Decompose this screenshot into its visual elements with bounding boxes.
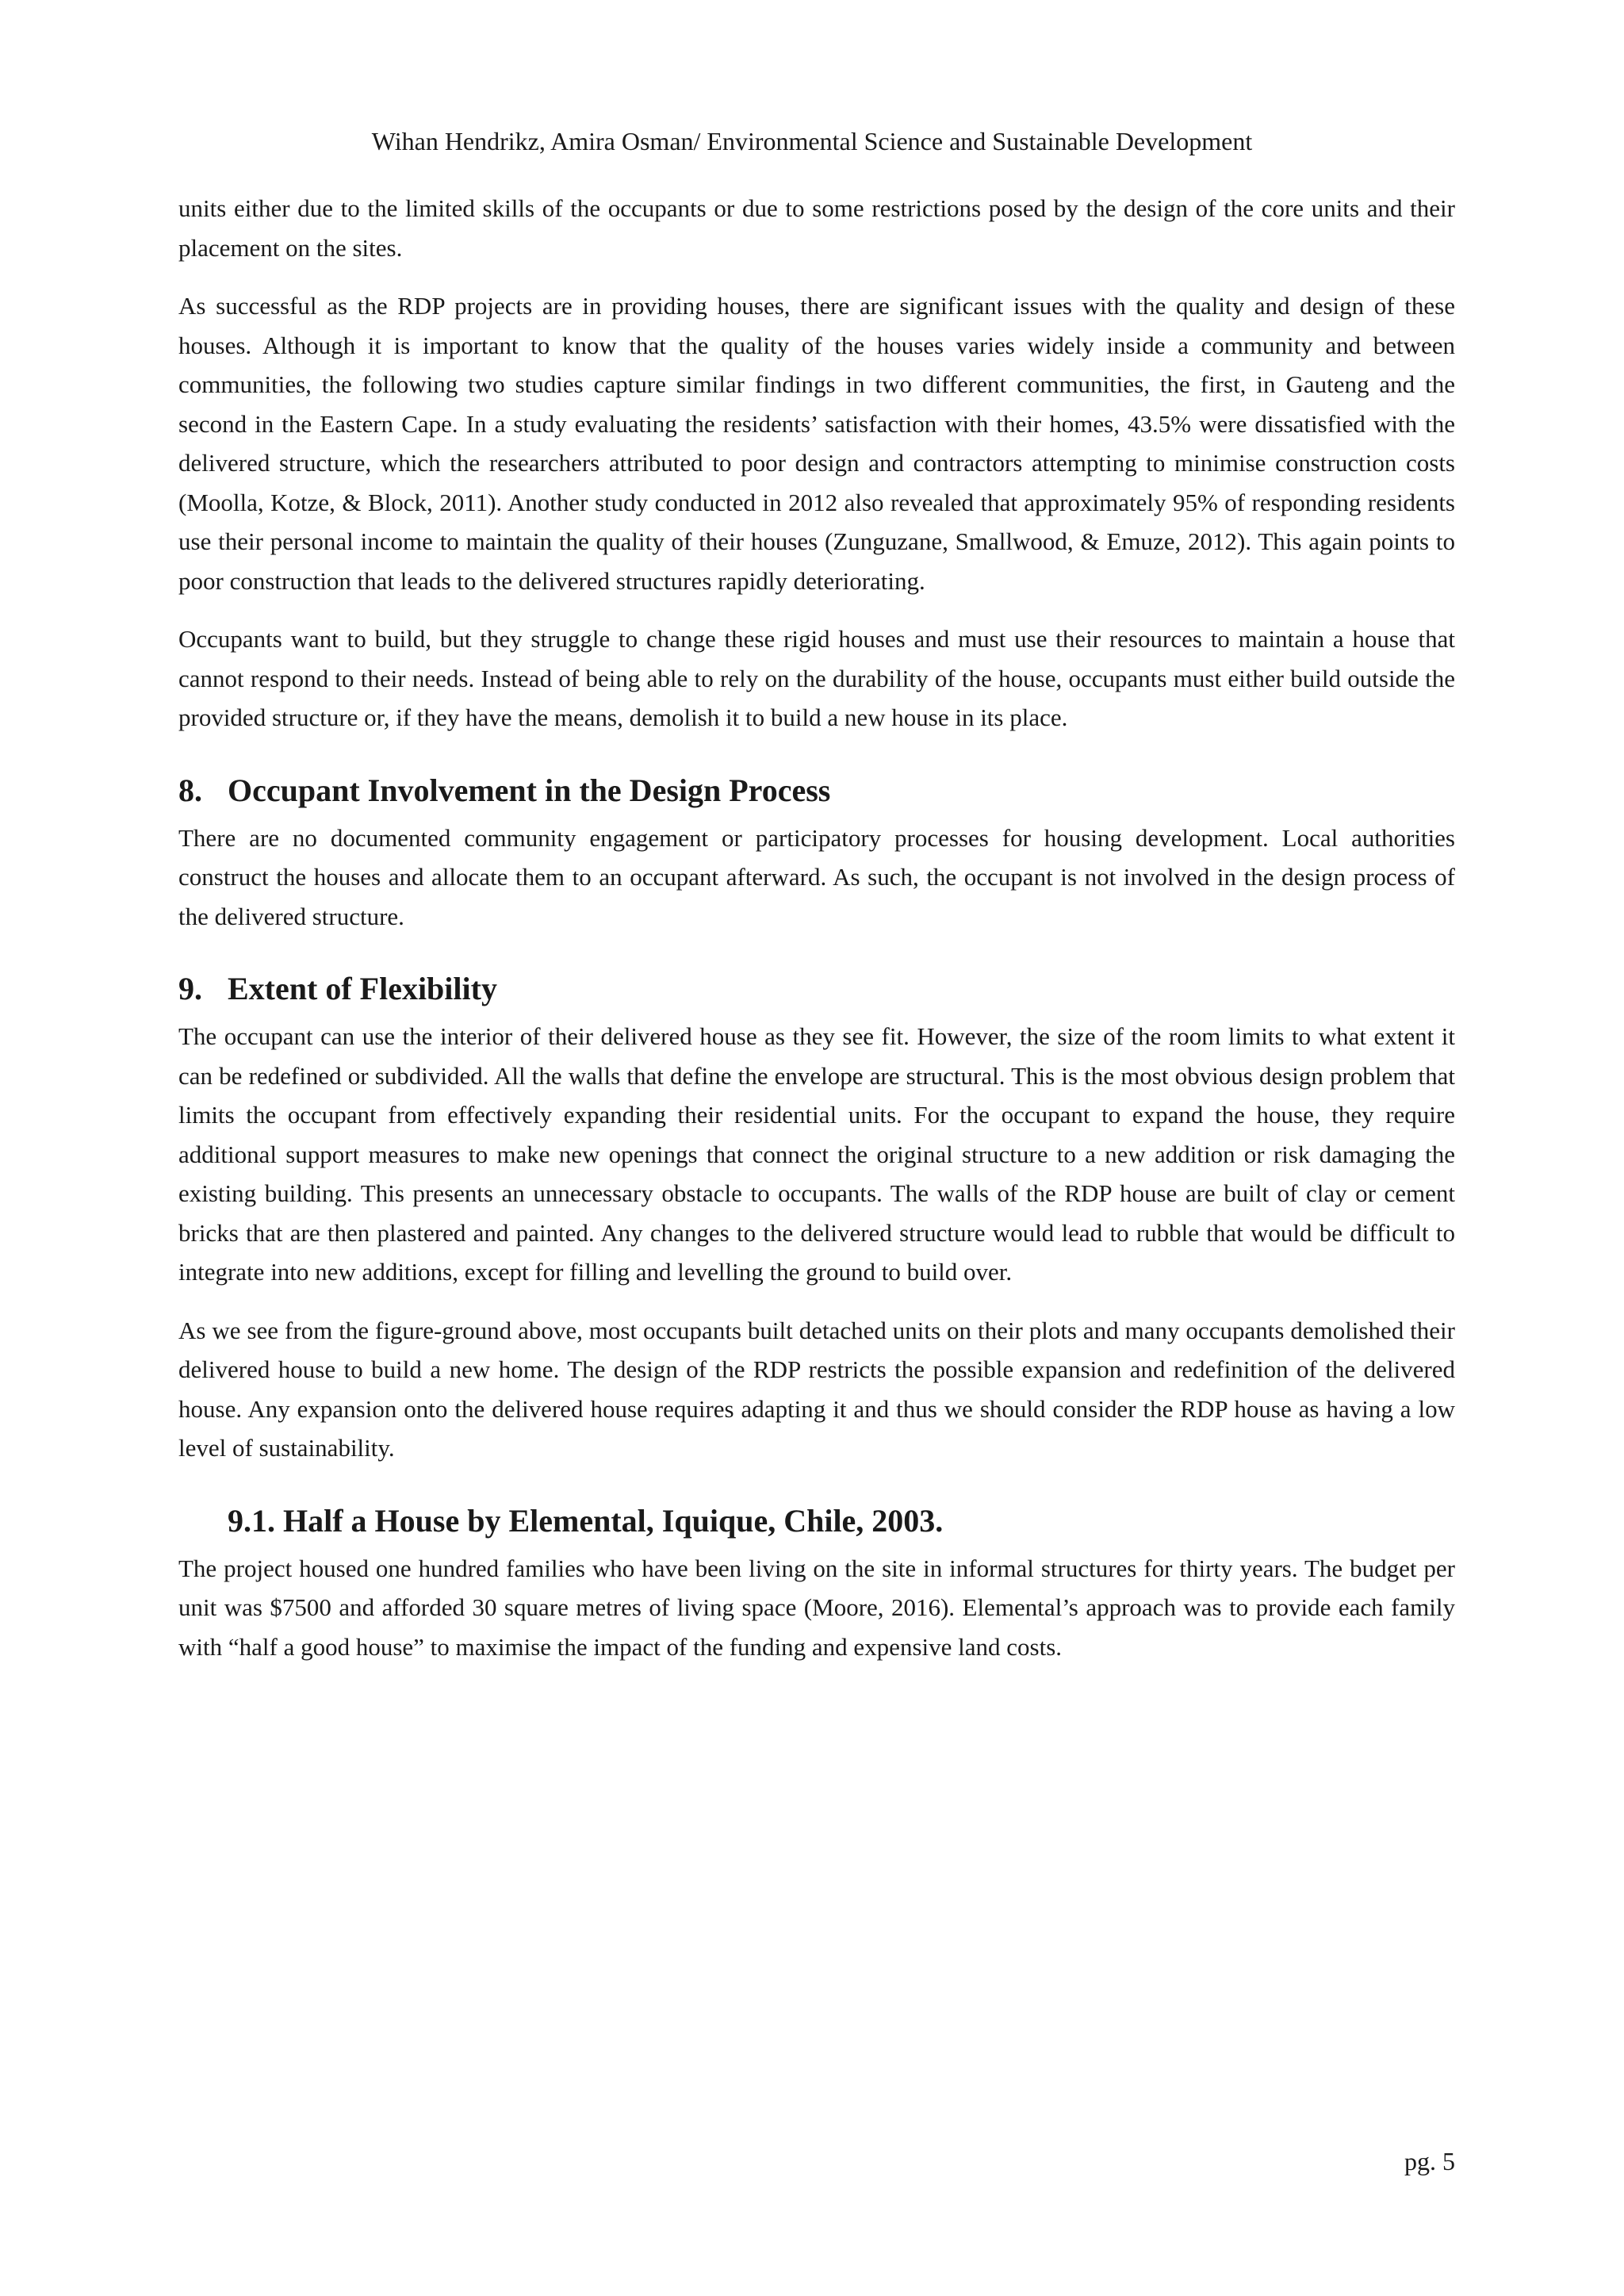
subsection-9-1-paragraph-1: The project housed one hundred families who have been living on the site in informal structures for thirty years. The budget per unit was $7500 and afforded 30 square metres of living space (Moore, 2016). Elemental’s approach was to provide each family with “half a good house” to maximise the impact of the funding and expensive land costs. bbox=[178, 1554, 1455, 1661]
section-8-paragraph-1: There are no documented community engagement or participatory processes for housing development. Local authorities construct the houses and allocate them to an occupant afterward. As such, the occupant is not involved in the design process of the delivered structure. bbox=[178, 823, 1455, 930]
page-number: pg. 5 bbox=[1404, 2147, 1455, 2175]
section-8-number: 8. bbox=[178, 772, 202, 808]
body-paragraph-3: Occupants want to build, but they struggle to change these rigid houses and must use their resources to maintain a house that cannot respond to their needs. Instead of being able to rely on the durability of the house, occupants must either build outside the provided structure or, if they have the means, demolish it to build a new house in its place. bbox=[178, 625, 1455, 731]
section-9-paragraph-1: The occupant can use the interior of their delivered house as they see fit. However, the size of the room limits to what extent it can be redefined or subdivided. All the walls that define the envelope are structural. This is the most obvious design problem that limits the occupant from effectively expanding their residential units. For the occupant to expand the house, they require additional support measures to make new openings that connect the original structure to a new addition or risk damaging the existing building. This presents an unnecessary obstacle to occupants. The walls of the RDP house are built of clay or cement bricks that are then plastered and painted. Any changes to the delivered structure would lead to rubble that would be difficult to integrate into new additions, except for filling and levelling the ground to build over. bbox=[178, 1022, 1455, 1286]
section-9-number: 9. bbox=[178, 971, 202, 1006]
section-9-heading bbox=[178, 969, 1455, 1009]
section-9-title: Extent of Flexibility bbox=[228, 971, 497, 1006]
section-8-title: Occupant Involvement in the Design Process bbox=[228, 772, 831, 808]
section-8-heading bbox=[178, 771, 1455, 811]
running-header: Wihan Hendrikz, Amira Osman/ Environmental Science and Sustainable Development bbox=[371, 127, 1253, 155]
body-paragraph-1: units either due to the limited skills of the occupants or due to some restrictions posed by the design of the core units and their placement on the sites. bbox=[178, 194, 1455, 262]
subsection-9-1-heading: 9.1. Half a House by Elemental, Iquique, Chile, 2003. bbox=[228, 1502, 944, 1539]
body-paragraph-2: As successful as the RDP projects are in providing houses, there are significant issues with the quality and design of these houses. Although it is important to know that the quality of the houses varies widely inside a community and between communities, the following two studies capture similar findings in two different communities, the first, in Gauteng and the second in the Eastern Cape. In a study evaluating the residents’ satisfaction with their homes, 43.5% were dissatisfied with the delivered structure, which the researchers attributed to poor design and contractors attempting to minimise construction costs (Moolla, Kotze, & Block, 2011). Another study conducted in 2012 also revealed that approximately 95% of responding residents use their personal income to maintain the quality of their houses (Zunguzane, Smallwood, & Emuze, 2012). This again points to poor construction that leads to the delivered structures rapidly deteriorating. bbox=[178, 292, 1455, 595]
section-9-paragraph-2: As we see from the figure-ground above, most occupants built detached units on their plots and many occupants demolished their delivered house to build a new home. The design of the RDP restricts the possible expansion and redefinition of the delivered house. Any expansion onto the delivered house requires adapting it and thus we should consider the RDP house as having a low level of sustainability. bbox=[178, 1316, 1455, 1462]
page-content bbox=[178, 189, 1455, 1685]
